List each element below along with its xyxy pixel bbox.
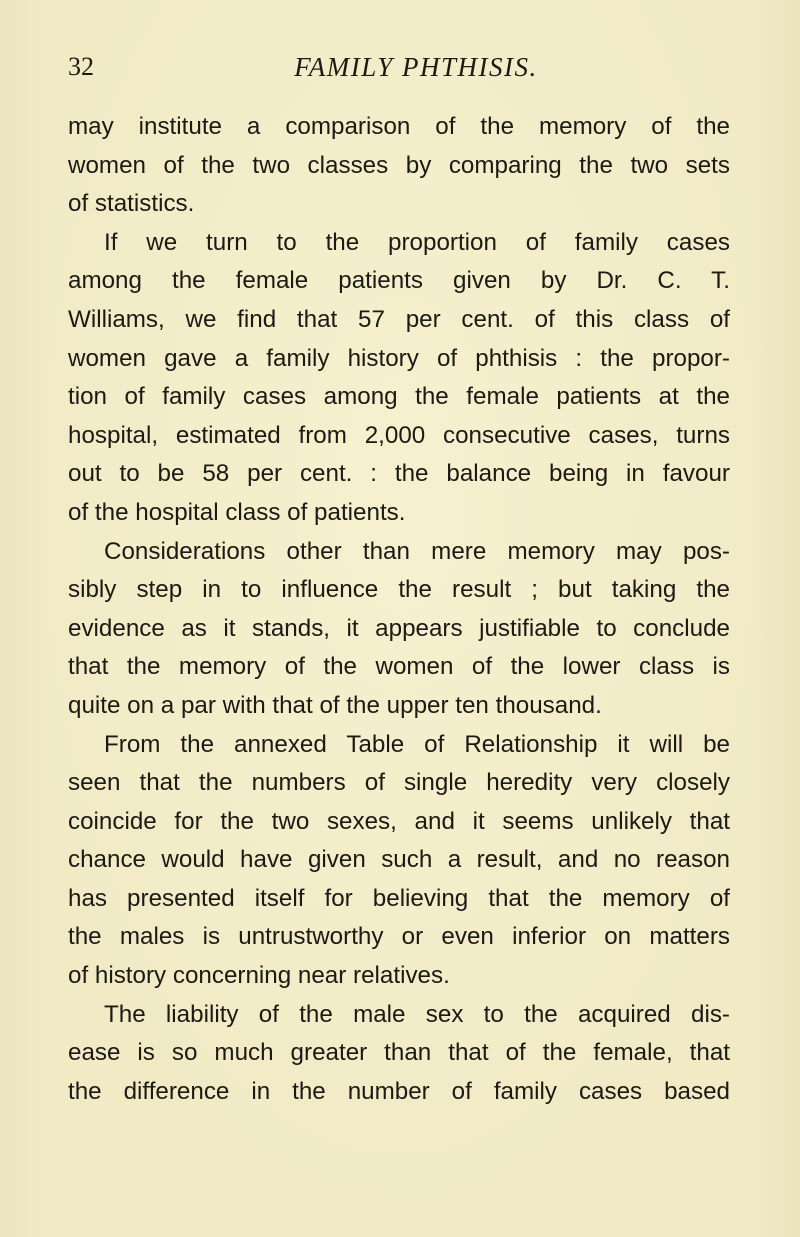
text-line: From the annexed Table of Relationship it will be <box>104 730 730 758</box>
text-line: quite on a par with that of the upper ten thousand. <box>68 691 602 719</box>
text-line: women gave a family history of phthisis : the propor- <box>68 344 730 372</box>
text-line: may institute a comparison of the memory of the <box>68 113 730 140</box>
text-line: chance would have given such a result, and no reason <box>68 846 730 874</box>
text-line: coincide for the two sexes, and it seems unlikely that <box>68 807 730 835</box>
running-head <box>68 52 730 92</box>
text-line: women of the two classes by comparing the two sets <box>68 151 730 179</box>
body-text <box>68 108 730 1111</box>
text-line: tion of family cases among the female patients at the <box>68 383 730 411</box>
text-line: of the hospital class of patients. <box>68 498 406 526</box>
text-line: that the memory of the women of the lower class is <box>68 653 730 681</box>
text-line: ease is so much greater than that of the female, that <box>68 1039 730 1067</box>
text-line: Williams, we find that 57 per cent. of this class of <box>68 305 730 333</box>
text-line: of statistics. <box>68 190 195 218</box>
text-line: the males is untrustworthy or even inferior on matters <box>68 923 730 951</box>
text-line: hospital, estimated from 2,000 consecutive cases, turns <box>68 421 730 449</box>
text-line: Considerations other than mere memory may pos- <box>104 537 730 565</box>
running-title: FAMILY PHTHISIS. <box>294 52 538 82</box>
text-line: evidence as it stands, it appears justifiable to conclude <box>68 614 730 642</box>
text-line: sibly step in to influence the result ; but taking the <box>68 576 730 604</box>
text-line: of history concerning near relatives. <box>68 962 450 990</box>
page-number: 32 <box>68 52 94 81</box>
text-line: has presented itself for believing that the memory of <box>68 884 730 912</box>
text-line: the difference in the number of family cases based <box>68 1077 730 1105</box>
text-line: seen that the numbers of single heredity very closely <box>68 769 730 797</box>
text-line: out to be 58 per cent. : the balance being in favour <box>68 460 730 488</box>
text-line: among the female patients given by Dr. C. T. <box>68 267 730 295</box>
text-line: The liability of the male sex to the acquired dis- <box>104 1000 730 1028</box>
text-line: If we turn to the proportion of family cases <box>104 228 730 256</box>
